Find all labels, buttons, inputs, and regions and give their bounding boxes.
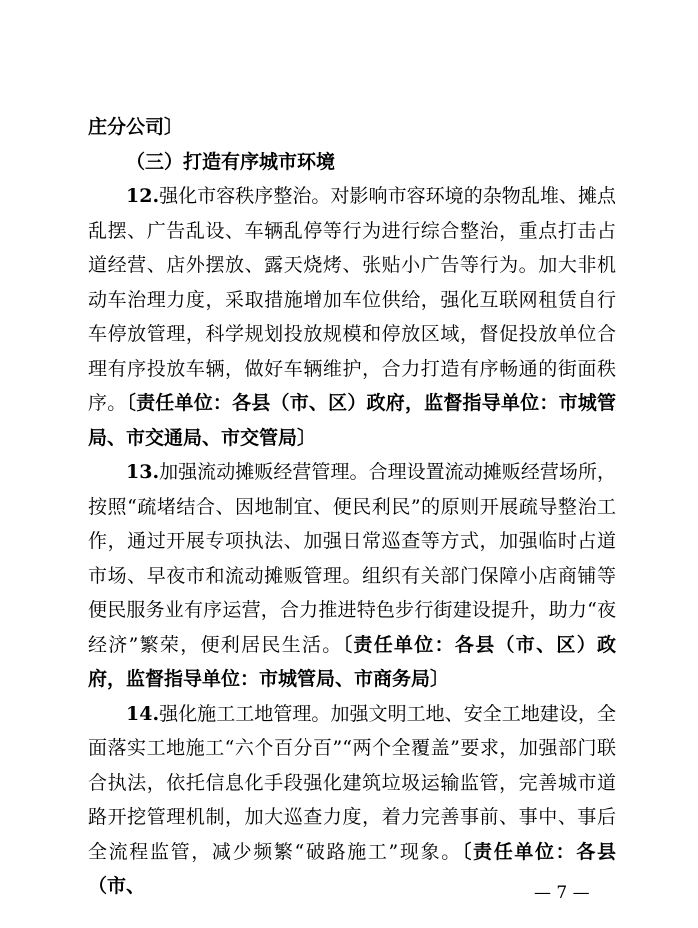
item-body: 加强文明工地、安全工地建设，全面落实工地施工“六个百分百”“两个全覆盖”要求，加强部门联合执法，依托信息化手段强化建筑垃圾运输监管，完善城市道路开挖管理机制，加大巡查力度，着力完善事前、事中、事后全流程监管，减少频繁“破路施工”现象。 (88, 702, 616, 863)
paragraph-item-12 (88, 179, 616, 455)
paragraph-item-13 (88, 455, 616, 697)
page-number: — 7 — (534, 883, 590, 903)
item-title: 强化市容秩序整治。 (159, 185, 331, 207)
item-responsibility: 〔责任单位：各县（市、 (88, 840, 616, 897)
item-number: 13. (126, 461, 160, 483)
item-number: 14. (126, 702, 160, 725)
item-body: 合理设置流动摊贩经营场所，按照“疏堵结合、因地制宜、便民利民”的原则开展疏导整治工作，通过开展专项执法、加强日常巡查等方式，加强临时占道市场、早夜市和流动摊贩管理。组织有关部门保障小店商铺等便民服务业有序运营，合力推进特色步行街建设提升，助力“夜经济”繁荣，便利居民生活。 (88, 461, 616, 656)
item-title: 加强流动摊贩经营管理。 (159, 461, 369, 483)
continuation-text: 庄分公司〕 (88, 116, 184, 138)
item-body: 对影响市容环境的杂物乱堆、摊点乱摆、广告乱设、车辆乱停等行为进行综合整治，重点打击占道经营、店外摆放、露天烧烤、张贴小广告等行为。加大非机动车治理力度，采取措施增加车位供给，强化互联网租赁自行车停放管理，科学规划投放规模和停放区域，督促投放单位合理有序投放车辆，做好车辆维护，合力打造有序畅通的街面秩序。 (88, 185, 616, 414)
item-responsibility: 〔责任单位：各县（市、区）政府，监督指导单位：市城管局、市交通局、市交管局〕 (88, 392, 616, 449)
paragraph-item-14 (88, 697, 616, 904)
item-responsibility: 〔责任单位：各县（市、区）政府，监督指导单位：市城管局、市商务局〕 (88, 633, 616, 690)
item-number: 12. (126, 185, 160, 207)
item-title: 强化施工工地管理。 (159, 702, 331, 725)
document-body (88, 110, 616, 904)
section-heading: （三）打造有序城市环境 (126, 150, 336, 173)
